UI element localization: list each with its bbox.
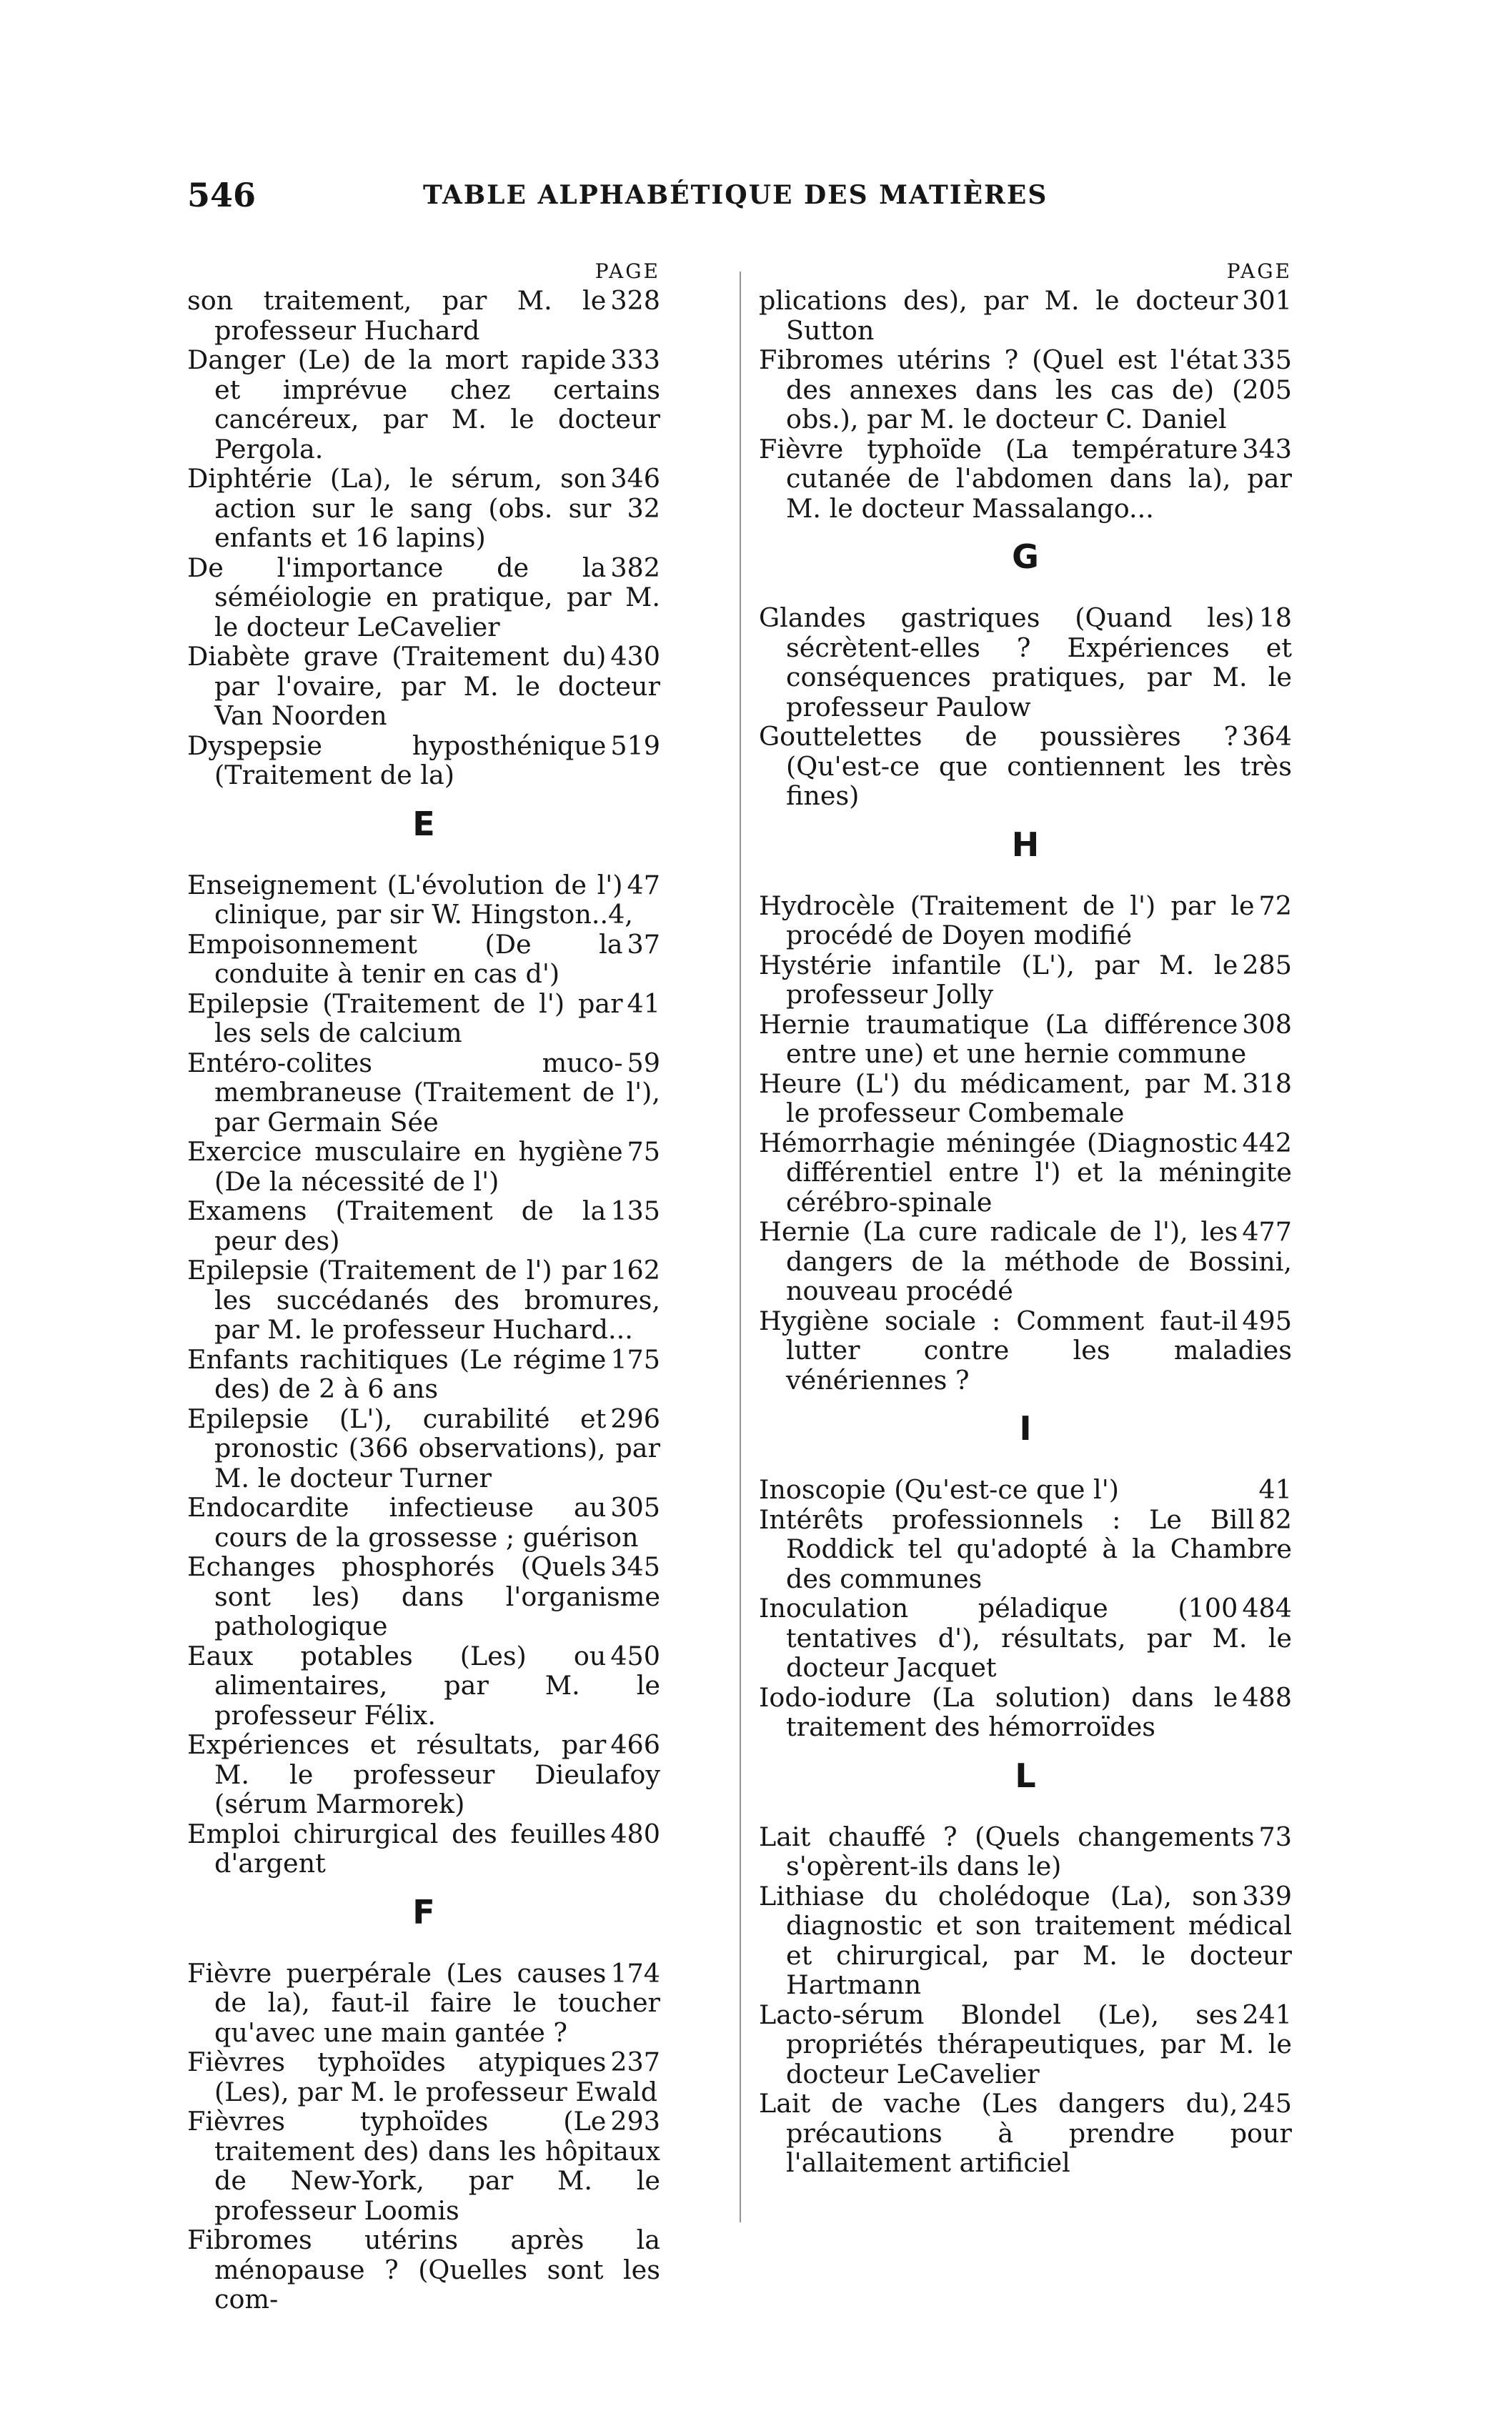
entry-page-number: 285: [1238, 950, 1292, 980]
column-divider: [740, 272, 741, 2222]
index-entry: [187, 1641, 660, 1731]
entry-page-number: 430: [606, 642, 660, 672]
section-letter: G: [1012, 537, 1039, 576]
entry-page-number: 328: [606, 286, 660, 316]
entry-page-number: 162: [606, 1256, 660, 1286]
section-letter: L: [1015, 1756, 1036, 1795]
entry-text: Inoculation péladique (100 tentatives d'), résultats, par M. le docteur Jacquet: [759, 1593, 1292, 1683]
entry-text: Expériences et résultats, par M. le professeur Dieulafoy (sérum Marmorek): [187, 1729, 660, 1819]
entry-text: Hernie (La cure radicale de l'), les dangers de la méthode de Bossini, nouveau procédé: [759, 1216, 1292, 1306]
entry-text: Inoscopie (Qu'est-ce que l'): [759, 1474, 1119, 1505]
entry-text: Epilepsie (Traitement de l') par les succédanés des bromures, par M. le professeur Huchard...: [187, 1255, 660, 1345]
entry-page-number: 488: [1238, 1683, 1292, 1713]
entry-text: Hystérie infantile (L'), par M. le professeur Jolly: [759, 949, 1238, 1010]
index-entry: [759, 1594, 1292, 1683]
entry-page-number: 245: [1238, 2089, 1292, 2119]
entry-text: Lithiase du cholédoque (La), son diagnostic et son traitement médical et chirurgical, par M. le docteur Hartmann: [759, 1880, 1292, 2000]
entry-page-number: 75: [623, 1137, 660, 1167]
entry-page-number: 308: [1238, 1010, 1292, 1040]
entry-text: Hygiène sociale : Comment faut-il lutter contre les maladies vénériennes ?: [759, 1305, 1292, 1396]
entry-text: Hémorrhagie méningée (Diagnostic différentiel entre l') et la méningite cérébro-spinale: [759, 1127, 1292, 1218]
index-entry: [187, 553, 660, 642]
entry-text: Fièvres typhoïdes atypiques (Les), par M. le professeur Ewald: [187, 2047, 658, 2107]
index-entry: [759, 2000, 1292, 2089]
entry-text: son traitement, par M. le professeur Huchard: [187, 285, 607, 346]
entry-page-number: 237: [606, 2047, 660, 2077]
index-entry: [759, 950, 1292, 1010]
index-entry: [187, 2047, 660, 2107]
entry-page-number: 345: [606, 1552, 660, 1582]
index-entry: [759, 1505, 1292, 1594]
entry-text: Intérêts professionnels : Le Bill Roddick tel qu'adopté à la Chambre des communes: [759, 1503, 1292, 1594]
index-entry: [187, 1137, 660, 1196]
entry-text: Epilepsie (Traitement de l') par les sels de calcium: [187, 988, 623, 1048]
entry-page-number: 59: [623, 1048, 660, 1078]
entry-page-number: 175: [606, 1345, 660, 1375]
entry-page-number: 301: [1238, 286, 1292, 316]
entry-page-number: 333: [606, 345, 660, 375]
entry-text: Lait de vache (Les dangers du), précautions à prendre pour l'allaitement artificiel: [759, 2088, 1292, 2178]
entry-page-number: 477: [1238, 1217, 1292, 1247]
entry-text: Diabète grave (Traitement du) par l'ovaire, par M. le docteur Van Noorden: [187, 641, 660, 731]
entry-page-number: 174: [606, 1959, 660, 1989]
entry-page-number: 47: [623, 870, 660, 900]
section-letter: E: [412, 804, 435, 843]
index-entry: [187, 345, 660, 464]
entry-page-number: 442: [1238, 1128, 1292, 1158]
entry-page-number: 495: [1238, 1306, 1292, 1336]
index-entry: [759, 1683, 1292, 1742]
entry-text: Exercice musculaire en hygiène (De la nécessité de l'): [187, 1136, 623, 1197]
entry-page-number: 37: [623, 930, 660, 960]
entry-page-number: 41: [1255, 1475, 1292, 1505]
index-entry: [187, 642, 660, 731]
index-entry: [187, 1404, 660, 1493]
entry-page-number: 480: [606, 1819, 660, 1849]
index-entry: [759, 2089, 1292, 2178]
entry-page-number: 466: [606, 1730, 660, 1760]
entry-text: Lacto-sérum Blondel (Le), ses propriétés thérapeutiques, par M. le docteur LeCavelier: [759, 1999, 1292, 2089]
index-entry: [759, 1822, 1292, 1881]
entry-page-number: 41: [623, 989, 660, 1019]
entry-text: Fièvre typhoïde (La température cutanée de l'abdomen dans la), par M. le docteur Massalango...: [759, 433, 1292, 524]
entry-page-number: 305: [606, 1493, 660, 1523]
entry-text: Hydrocèle (Traitement de l') par le procédé de Doyen modifié: [759, 890, 1255, 950]
entry-text: Entéro-colites muco-membraneuse (Traitement de l'), par Germain Sée: [187, 1047, 660, 1138]
entry-page-number: 364: [1238, 722, 1292, 752]
entry-page-number: 82: [1255, 1505, 1292, 1535]
index-entry: [187, 2225, 660, 2315]
entry-text: Enseignement (L'évolution de l') clinique, par sir W. Hingston..4,: [187, 869, 633, 930]
page-label: PAGE: [1226, 259, 1292, 283]
entry-page-number: 343: [1238, 434, 1292, 464]
index-entry: [187, 1493, 660, 1552]
index-entry: [187, 930, 660, 989]
index-entry: [759, 286, 1292, 345]
page-header: [187, 176, 1302, 219]
index-entry: [187, 1345, 660, 1404]
index-entry: [759, 1128, 1292, 1218]
entry-text: Enfants rachitiques (Le régime des) de 2 à 6 ans: [187, 1343, 607, 1404]
index-entry: [759, 434, 1292, 524]
entry-text: Fibromes utérins après la ménopause ? (Quelles sont les com-: [187, 2224, 660, 2315]
index-entry: [759, 1475, 1292, 1505]
index-entry: [759, 1010, 1292, 1069]
index-entry: [759, 891, 1292, 950]
index-entry: [187, 286, 660, 345]
entry-text: Examens (Traitement de la peur des): [187, 1195, 607, 1256]
index-entry: [759, 345, 1292, 434]
entry-text: Danger (Le) de la mort rapide et imprévue chez certains cancéreux, par M. le docteur Pergola.: [187, 344, 660, 464]
entry-text: Gouttelettes de poussières ? (Qu'est-ce que contiennent les très fines): [759, 721, 1292, 811]
entry-text: Dyspepsie hyposthénique (Traitement de la): [187, 730, 607, 790]
entry-page-number: 450: [606, 1641, 660, 1671]
entry-text: Diphtérie (La), le sérum, son action sur le sang (obs. sur 32 enfants et 16 lapins): [187, 463, 660, 553]
entry-text: Fièvres typhoïdes (Le traitement des) dans les hôpitaux de New-York, par M. le professeur Loomis: [187, 2106, 660, 2226]
page-label: PAGE: [595, 259, 660, 283]
page-number: 546: [187, 176, 257, 214]
entry-text: Empoisonnement (De la conduite à tenir en cas d'): [187, 928, 623, 989]
section-letter: F: [412, 1892, 435, 1932]
entry-page-number: 73: [1255, 1822, 1292, 1852]
index-entry: [187, 1959, 660, 2048]
index-entry: [759, 722, 1292, 811]
index-entry: [759, 1306, 1292, 1396]
entry-page-number: 18: [1255, 603, 1292, 633]
entry-text: Fièvre puerpérale (Les causes de la), faut-il faire le toucher qu'avec une main gantée ?: [187, 1957, 660, 2048]
entry-text: Epilepsie (L'), curabilité et pronostic (366 observations), par M. le docteur Turner: [187, 1403, 660, 1493]
index-entry: [759, 1069, 1292, 1128]
entry-page-number: 484: [1238, 1594, 1292, 1624]
entry-text: Glandes gastriques (Quand les) sécrètent-elles ? Expériences et conséquences pratiques, par M. le professeur Paulow: [759, 602, 1292, 722]
left-column: [187, 257, 660, 2315]
index-entry: [187, 731, 660, 790]
entry-page-number: 135: [606, 1196, 660, 1226]
entry-page-number: 519: [606, 731, 660, 761]
entry-page-number: 346: [606, 464, 660, 494]
entry-text: Iodo-iodure (La solution) dans le traitement des hémorroïdes: [759, 1681, 1238, 1742]
index-entry: [759, 1217, 1292, 1306]
entry-text: Eaux potables (Les) ou alimentaires, par M. le professeur Félix.: [187, 1640, 660, 1731]
right-column: [759, 257, 1292, 2178]
right-entries: [759, 286, 1292, 2178]
entry-text: Lait chauffé ? (Quels changements s'opèrent-ils dans le): [759, 1821, 1255, 1881]
index-entry: [187, 2107, 660, 2225]
index-entry: [187, 1196, 660, 1256]
entry-page-number: 339: [1238, 1881, 1292, 1912]
entry-page-number: 335: [1238, 345, 1292, 375]
section-letter: H: [1011, 825, 1040, 864]
entry-page-number: 382: [606, 553, 660, 583]
entry-text: Hernie traumatique (La différence entre une) et une hernie commune: [759, 1008, 1247, 1069]
section-letter: I: [1019, 1409, 1032, 1448]
index-entry: [187, 870, 660, 930]
entry-text: Fibromes utérins ? (Quel est l'état des annexes dans les cas de) (205 obs.), par M. le docteur C. Daniel: [759, 344, 1292, 434]
index-entry: [187, 1048, 660, 1138]
index-entry: [187, 1256, 660, 1345]
index-entry: [759, 603, 1292, 722]
entry-text: Endocardite infectieuse au cours de la grossesse ; guérison: [187, 1492, 639, 1553]
index-entry: [759, 1881, 1292, 2000]
entry-text: Heure (L') du médicament, par M. le professeur Combemale: [759, 1068, 1238, 1128]
index-entry: [187, 464, 660, 553]
index-entry: [187, 989, 660, 1048]
entry-text: Echanges phosphorés (Quels sont les) dans l'organisme pathologique: [187, 1551, 660, 1641]
entry-text: plications des), par M. le docteur Sutton: [759, 285, 1238, 346]
entry-page-number: 293: [606, 2107, 660, 2137]
entry-page-number: 318: [1238, 1069, 1292, 1099]
index-entry: [187, 1552, 660, 1641]
index-entry: [187, 1819, 660, 1879]
running-title: TABLE ALPHABÉTIQUE DES MATIÈRES: [423, 180, 1048, 210]
left-entries: [187, 286, 660, 2315]
entry-text: Emploi chirurgical des feuilles d'argent: [187, 1818, 607, 1879]
entry-page-number: 72: [1255, 891, 1292, 921]
entry-text: De l'importance de la séméiologie en pratique, par M. le docteur LeCavelier: [187, 552, 660, 642]
entry-page-number: 296: [606, 1404, 660, 1434]
index-entry: [187, 1730, 660, 1819]
entry-page-number: 241: [1238, 2000, 1292, 2030]
